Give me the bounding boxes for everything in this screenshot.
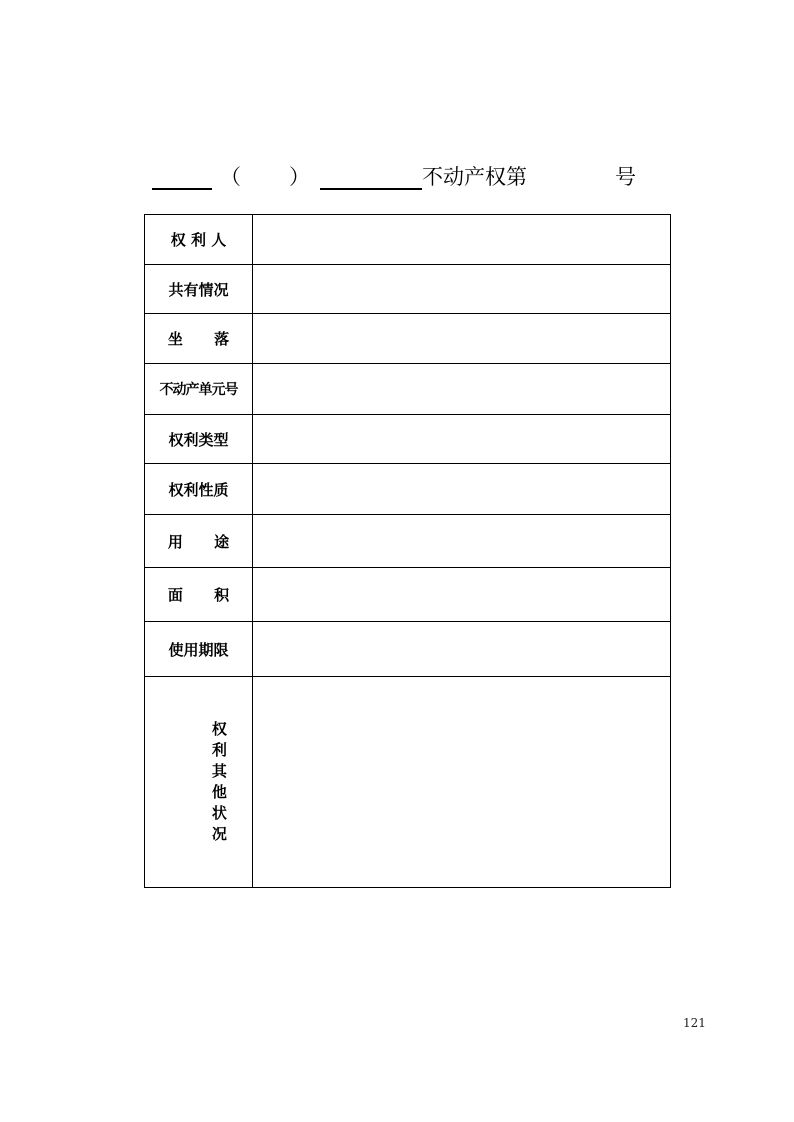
label-other-conditions: 权利其他状况 <box>211 720 227 843</box>
year-close-paren: ） <box>289 165 310 189</box>
table-row-co-ownership <box>145 265 671 314</box>
table-row-right-nature <box>145 464 671 515</box>
value-right-holder <box>253 215 671 265</box>
table-row-other-conditions <box>145 677 671 888</box>
label-right-holder: 权 利 人 <box>145 215 253 265</box>
table-row-unit-number <box>145 364 671 415</box>
page-number: 121 <box>683 1016 706 1030</box>
region-blank <box>320 164 422 190</box>
certificate-title-text: 不动产权第 <box>422 165 527 189</box>
label-usage: 用 途 <box>145 515 253 568</box>
year-open-paren: （ <box>220 165 241 189</box>
table-row-usage <box>145 515 671 568</box>
table-row-location <box>145 314 671 364</box>
value-right-type <box>253 415 671 464</box>
value-usage <box>253 515 671 568</box>
table-row-area <box>145 568 671 622</box>
certificate-number-suffix: 号 <box>615 165 636 189</box>
label-unit-number: 不动产单元号 <box>145 364 253 415</box>
property-register-table <box>144 214 671 888</box>
table-row-right-holder <box>145 215 671 265</box>
value-right-nature <box>253 464 671 515</box>
value-term <box>253 622 671 677</box>
value-co-ownership <box>253 265 671 314</box>
table-row-right-type <box>145 415 671 464</box>
label-co-ownership: 共有情况 <box>145 265 253 314</box>
certificate-number-line <box>152 160 636 190</box>
value-area <box>253 568 671 622</box>
table-row-term <box>145 622 671 677</box>
value-other-conditions <box>253 677 671 888</box>
label-term: 使用期限 <box>145 622 253 677</box>
value-location <box>253 314 671 364</box>
label-cell-other-conditions <box>145 677 253 888</box>
label-area: 面 积 <box>145 568 253 622</box>
label-location: 坐 落 <box>145 314 253 364</box>
label-right-type: 权利类型 <box>145 415 253 464</box>
label-right-nature: 权利性质 <box>145 464 253 515</box>
province-abbreviation-blank <box>152 164 212 190</box>
value-unit-number <box>253 364 671 415</box>
